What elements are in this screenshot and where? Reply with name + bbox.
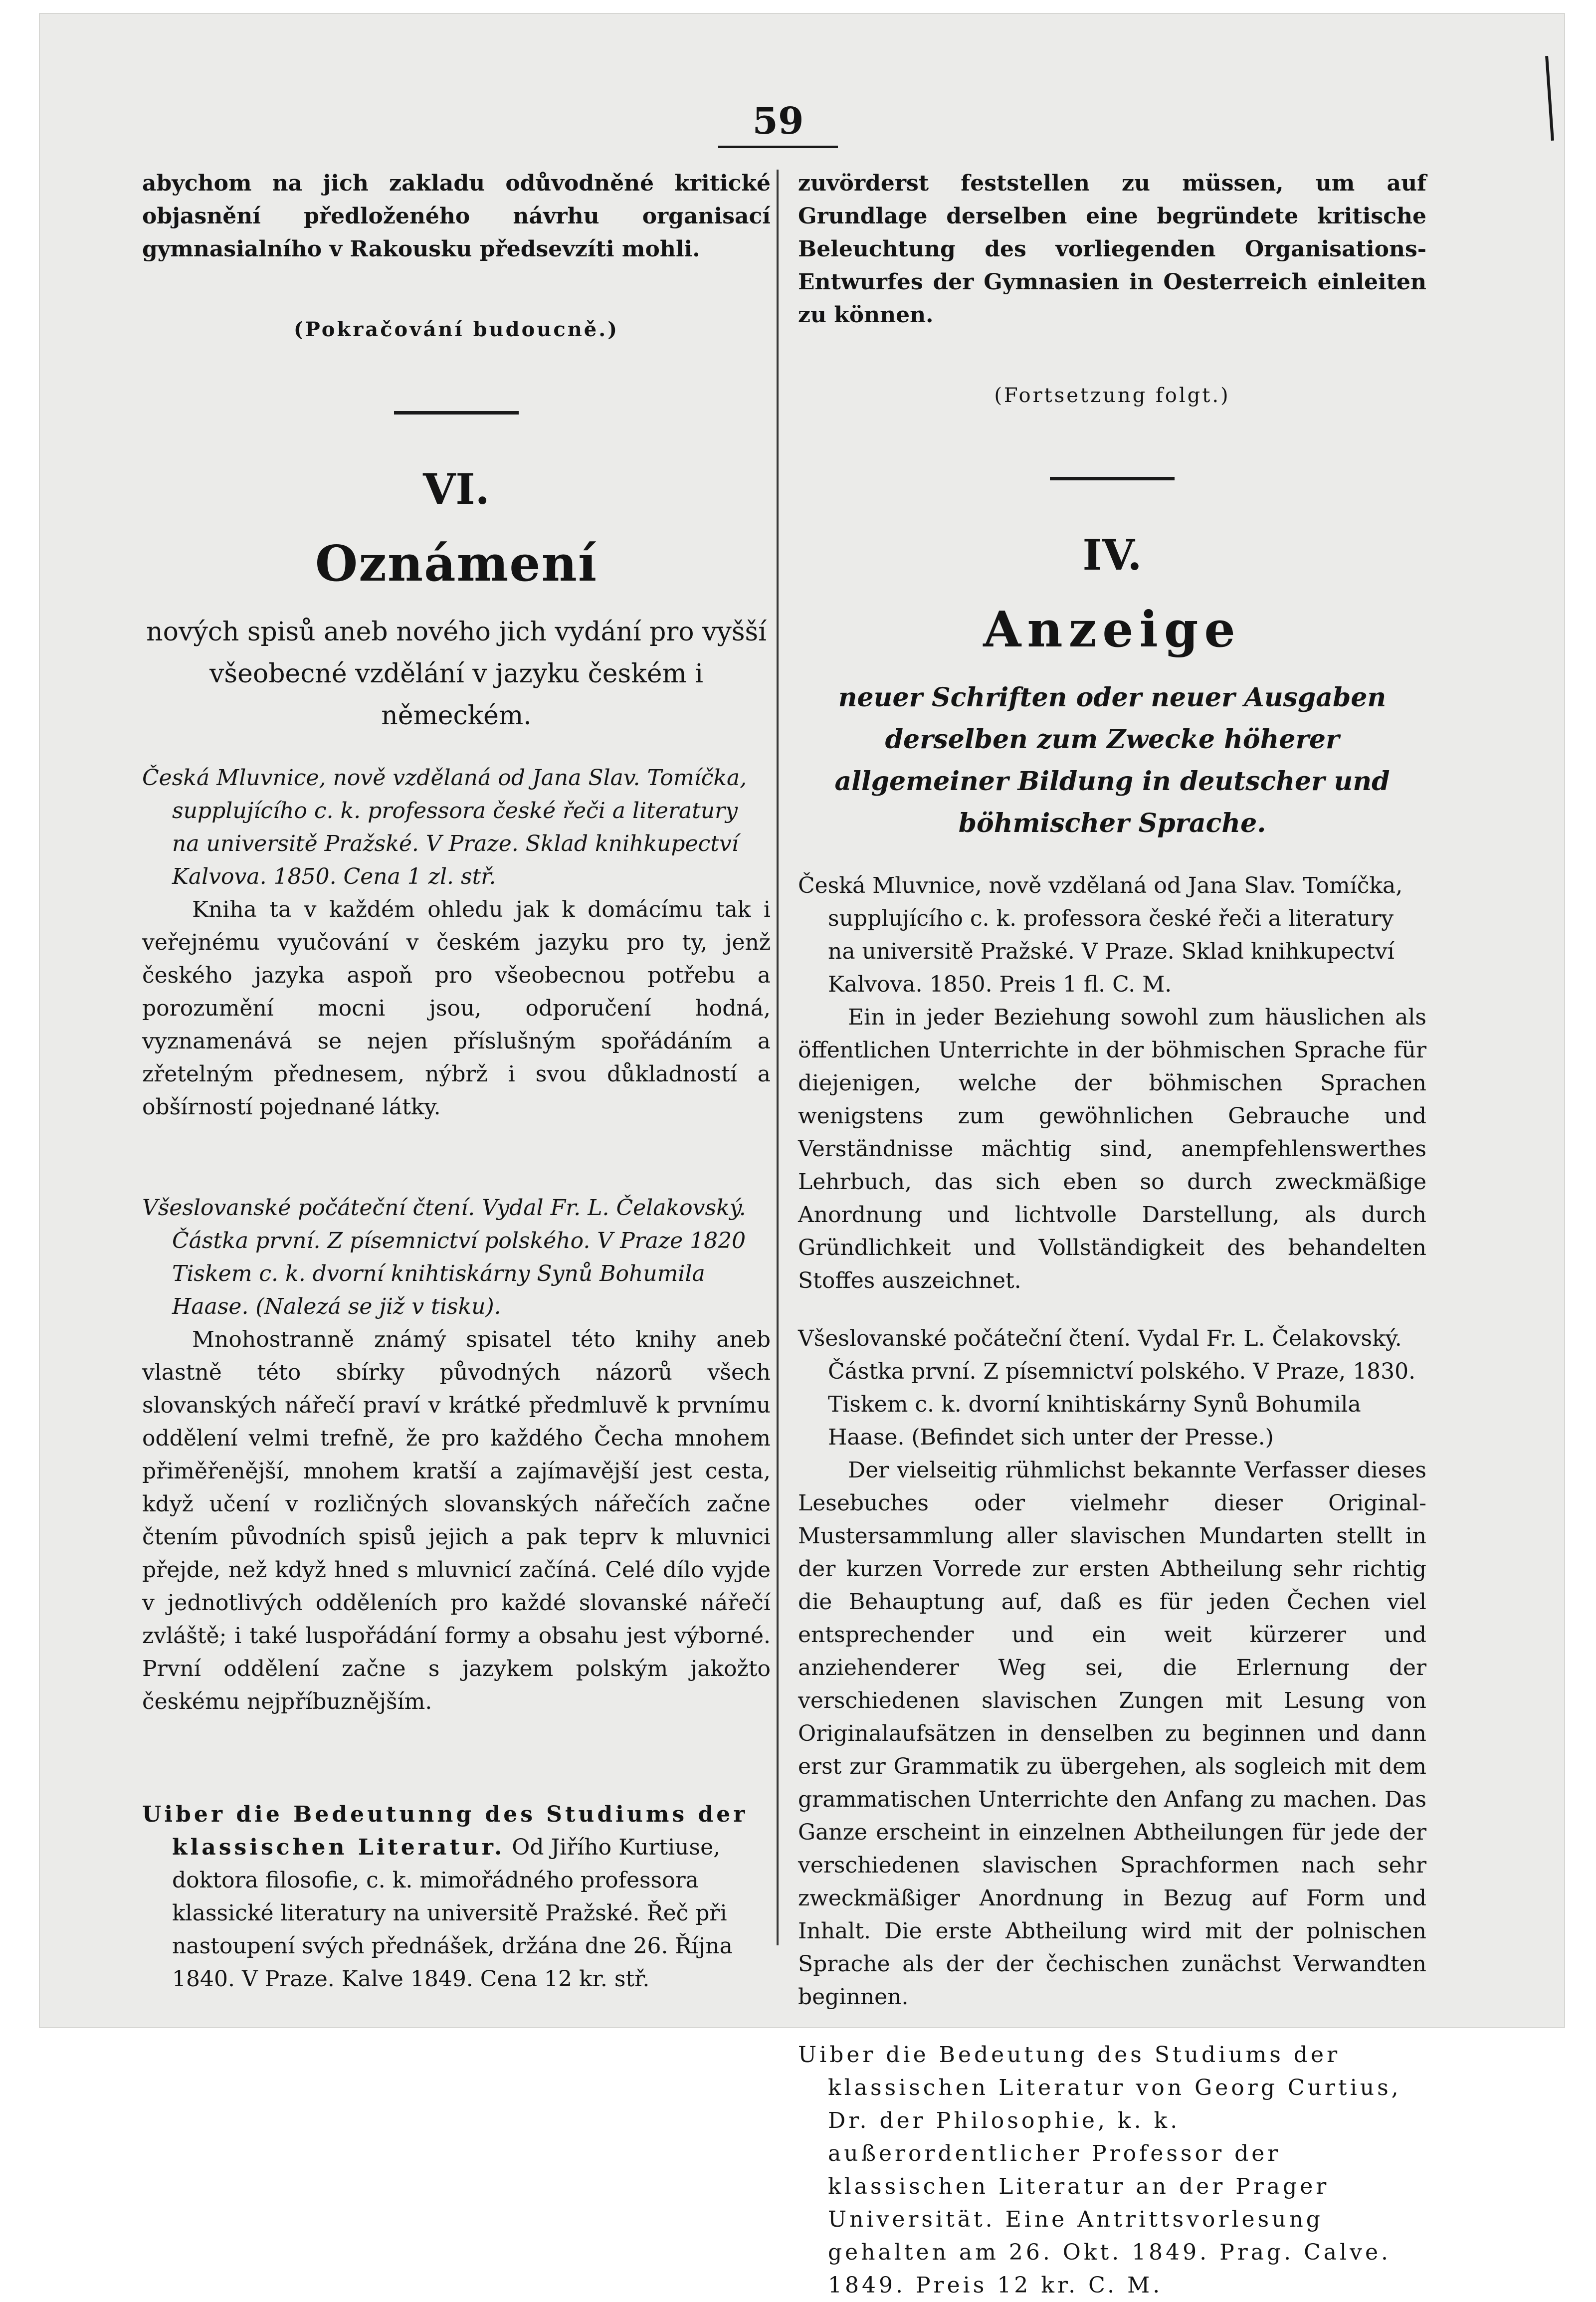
czech-column <box>142 167 771 1996</box>
entry-title <box>142 1798 771 1996</box>
continued-note: (Pokračování budoucně.) <box>293 318 619 341</box>
entry-title: Všeslovanské počáteční čtení. Vydal Fr. L. Čelakovský. Částka první. Z písemnictví polského. V Praze, 1830. Tiskem c. k. dvorní knihtiskárny Synů Bohumila Haase. (Befindet sich unter der Presse.) <box>798 1326 1416 1450</box>
entry-title: Všeslovanské počáteční čtení. Vydal Fr. L. Čelakovský. Částka první. Z písemnictví polského. V Praze 1820 Tiskem c. k. dvorní knihtiskárny Synů Bohumila Haase. (Nalezá se již v tisku). <box>142 1195 746 1319</box>
entry-body: Ein in jeder Beziehung sowohl zum häuslichen als öffentlichen Unterrichte in der böhmischen Sprache für diejenigen, welche der böhmischen Sprachen wenigstens zum gewöhnlichen Gebrauche und Verständnisse mächtig sind, anempfehlenswerthes Lehrbuch, das sich eben so durch zweckmäßige Anordnung und lichtvolle Darstellung, als durch Gründlichkeit und Vollständigkeit des behandelten Stoffes auszeichnet. <box>798 1005 1426 1293</box>
entry-body: Mnohostranně známý spisatel této knihy aneb vlastně této sbírky původných názorů všech slovanských nářečí praví v krátké předmluvě k prvnímu oddělení velmi trefně, že pro každého Čecha mnohem přiměřenější, mnohem kratší a zajímavější jest cesta, když učení v rozličných slovanských nářečích začne čtením původních spisů jejich a pak teprv k mluvnici přejde, než když hned s mluvnicí začíná. Celé dílo vyjde v jednotlivých odděleních pro každé slovanské nářečí zvláště; i také luspořádání formy a obsahu jest výborné. První oddělení začne s jazykem polským jakožto českému nejpříbuznějším. <box>142 1327 771 1714</box>
section-subheading: neuer Schriften oder neuer Ausgaben derselben zum Zwecke höherer allgemeiner Bildung in deutscher und böhmischer Sprache. <box>834 682 1390 838</box>
continued-note: (Fortsetzung folgt.) <box>994 384 1230 407</box>
entry-body: Der vielseitig rühmlichst bekannte Verfasser dieses Lesebuches oder vielmehr dieser Original-Mustersammlung aller slavischen Mundarten stellt in der kurzen Vorrede zur ersten Abtheilung sehr richtig die Behauptung auf, daß es für jeden Čechen viel entsprechender und ein weit kürzerer und anziehenderer Weg sei, die Erlernung der verschiedenen slavischen Zungen mit Lesung von Originalaufsätzen in denselben zu beginnen und dann erst zur Grammatik zu übergehen, als sogleich mit dem grammatischen Unterrichte den Anfang zu machen. Das Ganze erscheint in einzelnen Abtheilungen für jede der verschiedenen slavischen Sprachformen nach sehr zweckmäßiger Anordnung in Bezug auf Form und Inhalt. Die erste Abtheilung wird mit der polnischen Sprache als der der čechischen zunächst Verwandten beginnen. <box>798 1458 1426 2010</box>
entry-title: Česká Mluvnice, nově vzdělaná od Jana Slav. Tomíčka, supplujícího c. k. professora české řeči a literatury na universitě Pražské. V Praze. Sklad knihkupectví Kalvova. 1850. Cena 1 zl. stř. <box>142 765 747 889</box>
section-heading: Anzeige <box>983 601 1241 658</box>
entry-title: Uiber die Bedeutung des Studiums der klassischen Literatur von Georg Curtius, Dr. der Philosophie, k. k. außerordentlicher Professor der klassischen Literatur an der Prager Universität. Eine Antrittsvorlesung gehalten am 26. Okt. 1849. Prag. Calve. 1849. Preis 12 kr. C. M. <box>798 2042 1401 2298</box>
continuation-text: zuvörderst feststellen zu müssen, um auf Grundlage derselben eine begründete kritische Beleuchtung des vorliegenden Organisations-Entwurfes der Gymnasien in Oesterreich einleiten zu können. <box>798 171 1426 328</box>
section-rule <box>394 411 519 415</box>
entry-title: Česká Mluvnice, nově vzdělaná od Jana Slav. Tomíčka, supplujícího c. k. professora české řeči a literatury na universitě Pražské. V Praze. Sklad knihkupectví Kalvova. 1850. Preis 1 fl. C. M. <box>798 873 1403 997</box>
entry-title-rest: Od Jiřího Kurtiuse, doktora filosofie, c. k. mimořádného professora klassické literatury na universitě Pražské. Řeč při nastoupení svých přednášek, držána dne 26. Října 1840. V Praze. Kalve 1849. Cena 12 kr. stř. <box>172 1835 733 1992</box>
entry-title-lead: Uiber die Bedeutunng des Studiums der klassischen Literatur. <box>142 1802 748 1860</box>
section-subheading: nových spisů aneb nového jich vydání pro vyšší všeobecné vzdělání v jazyku českém i německém. <box>146 617 767 731</box>
section-numeral: VI. <box>423 464 490 514</box>
page-number: 59 <box>718 100 838 148</box>
continuation-text: abychom na jich zakladu odůvodněné kritické objasnění předloženého návrhu organisací gymnasialního v Rakousku předsevzíti mohli. <box>142 171 771 262</box>
section-heading: Oznámení <box>315 535 598 593</box>
entry-body: Kniha ta v každém ohledu jak k domácímu tak i veřejnému vyučování v českém jazyku pro ty, jenž českého jazyka aspoň pro všeobecnou potřebu a porozumění mocni jsou, odporučení hodná, vyznamenává se nejen příslušným spořádáním a zřetelným přednesem, nýbrž i svou důkladností a obšírností pojednané látky. <box>142 897 771 1120</box>
section-numeral: IV. <box>1082 530 1142 580</box>
column-divider <box>777 170 779 1945</box>
section-rule <box>1050 477 1175 480</box>
german-column <box>798 167 1426 2302</box>
